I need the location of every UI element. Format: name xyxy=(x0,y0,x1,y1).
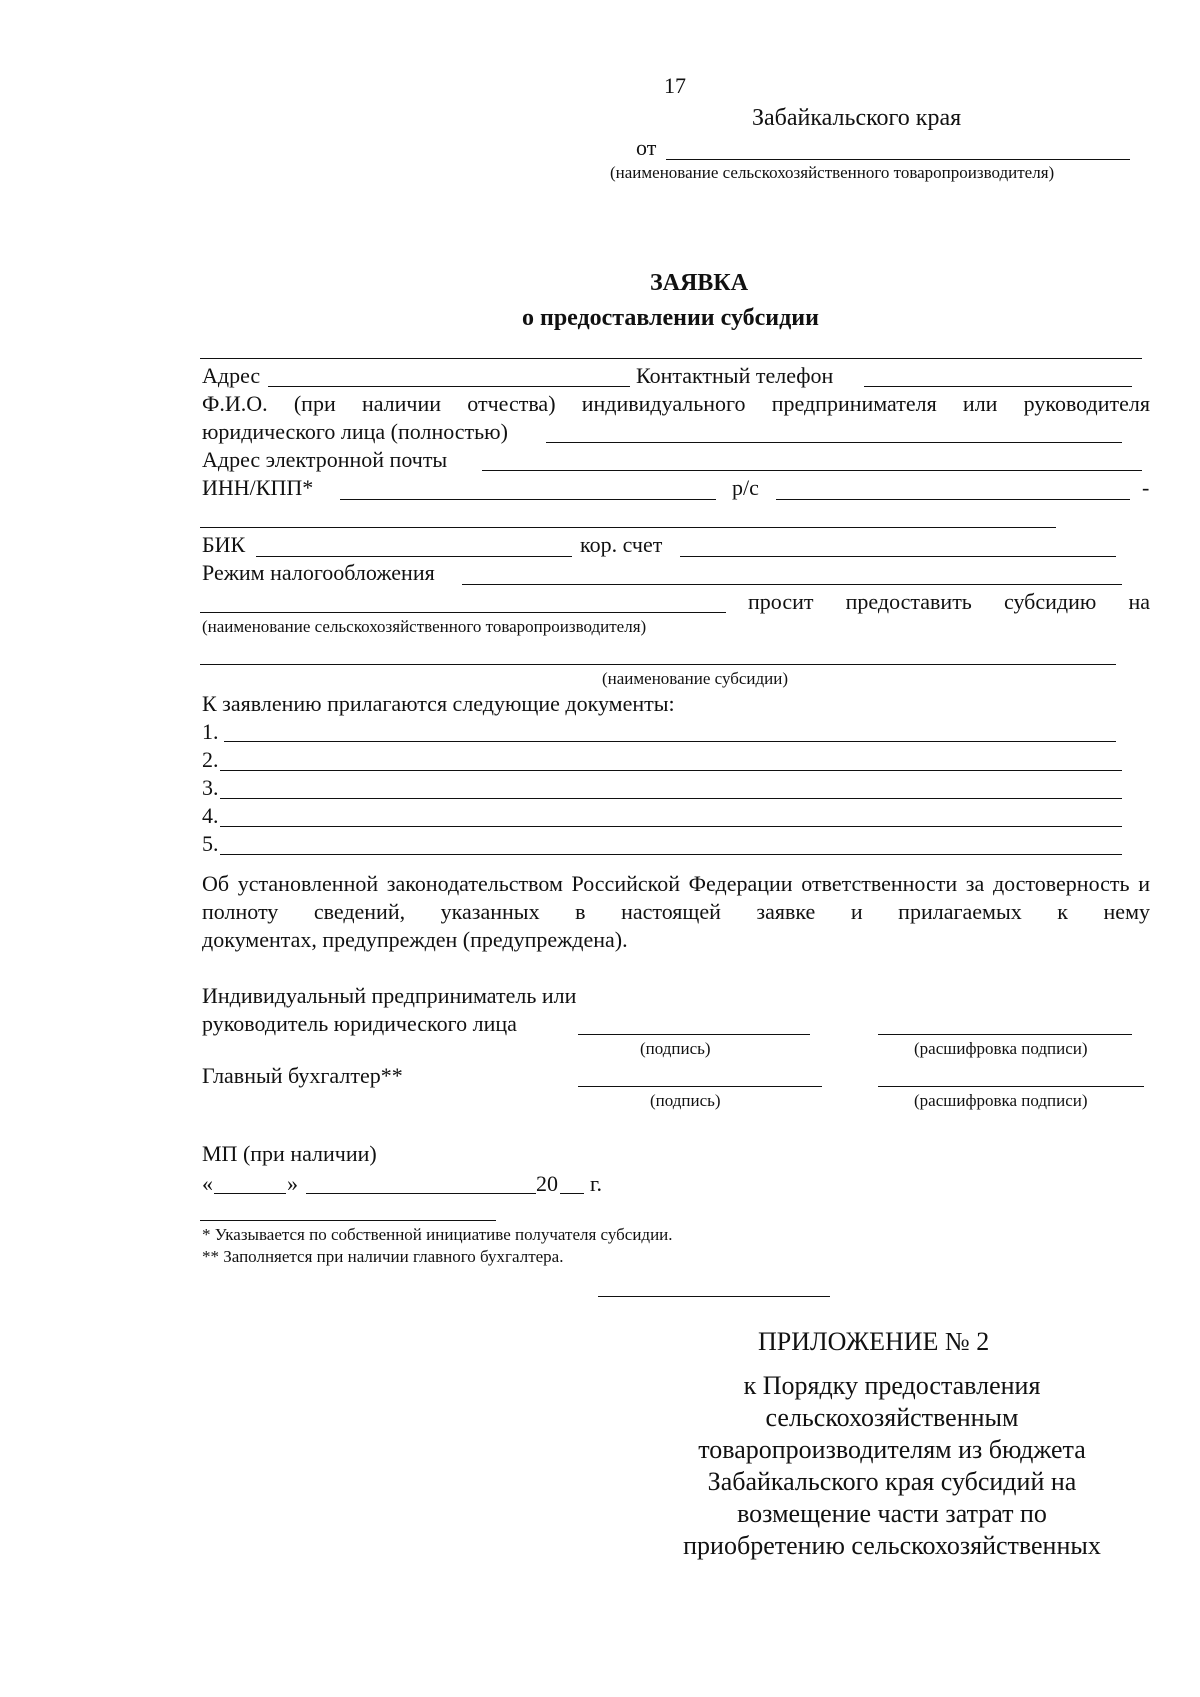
phone-label: Контактный телефон xyxy=(636,363,834,388)
appendix-title: ПРИЛОЖЕНИЕ № 2 xyxy=(758,1327,990,1356)
request-word: просит xyxy=(748,589,814,614)
fio-word: наличии xyxy=(361,391,442,416)
signer-decode-field[interactable] xyxy=(878,1034,1132,1035)
doc-field-5[interactable] xyxy=(220,854,1122,855)
fio-field[interactable] xyxy=(546,442,1122,443)
signer-signature-field[interactable] xyxy=(578,1034,810,1035)
appendix-line: Забайкальского края субсидий на xyxy=(707,1467,1077,1496)
address-label: Адрес xyxy=(202,363,261,388)
producer-caption: (наименование сельскохозяйственного товаропроизводителя) xyxy=(202,617,647,636)
corr-field[interactable] xyxy=(680,556,1116,557)
docs-intro: К заявлению прилагаются следующие документы: xyxy=(202,691,675,716)
appendix-line: сельскохозяйственным xyxy=(765,1403,1019,1432)
account-field-cont[interactable] xyxy=(200,527,1056,528)
doc-number: 5. xyxy=(202,831,219,856)
date-suffix: г. xyxy=(590,1171,603,1196)
request-word: предоставить xyxy=(845,589,972,614)
doc-title-main: ЗАЯВКА xyxy=(649,270,749,296)
request-word: на xyxy=(1128,589,1150,614)
doc-number: 3. xyxy=(202,775,219,800)
bik-field[interactable] xyxy=(256,556,572,557)
inn-label: ИНН/КПП* xyxy=(202,475,314,500)
accountant-signature-caption: (подпись) xyxy=(650,1091,721,1110)
signer-decode-caption: (расшифровка подписи) xyxy=(914,1039,1088,1058)
liability-last-line: документах, предупрежден (предупреждена). xyxy=(202,927,628,952)
appendix-line: товаропроизводителям из бюджета xyxy=(698,1435,1086,1464)
signer-label-line1: Индивидуальный предприниматель или xyxy=(202,983,577,1008)
fio-word: или xyxy=(962,391,998,416)
accountant-decode-field[interactable] xyxy=(878,1086,1144,1087)
signer-label-line2: руководитель юридического лица xyxy=(202,1011,517,1036)
header-from-label: от xyxy=(636,135,657,160)
fio-word: руководителя xyxy=(1023,391,1150,416)
footnote-1: * Указывается по собственной инициативе получателя субсидии. xyxy=(202,1225,673,1244)
title-rule xyxy=(200,358,1142,359)
header-region-line: Забайкальского края xyxy=(752,105,962,131)
signer-signature-caption: (подпись) xyxy=(640,1039,711,1058)
fio-word: отчества) xyxy=(467,391,556,416)
corr-label: кор. счет xyxy=(580,532,663,557)
doc-number: 4. xyxy=(202,803,219,828)
doc-number: 1. xyxy=(202,719,219,744)
footnote-rule xyxy=(200,1220,496,1221)
producer-field[interactable] xyxy=(200,612,726,613)
section-divider xyxy=(598,1296,830,1297)
appendix-line: приобретению сельскохозяйственных xyxy=(683,1531,1101,1560)
date-month-field[interactable] xyxy=(306,1193,536,1194)
date-year-field[interactable] xyxy=(560,1193,584,1194)
account-field[interactable] xyxy=(776,499,1130,500)
tax-field[interactable] xyxy=(462,584,1122,585)
accountant-label: Главный бухгалтер** xyxy=(202,1063,403,1088)
phone-field[interactable] xyxy=(864,386,1132,387)
accountant-signature-field[interactable] xyxy=(578,1086,822,1087)
fio-word: Ф.И.О. xyxy=(202,391,268,416)
date-day-field[interactable] xyxy=(214,1193,286,1194)
doc-field-2[interactable] xyxy=(220,770,1122,771)
fio-word: (при xyxy=(293,391,336,416)
header-from-caption: (наименование сельскохозяйственного товаропроизводителя) xyxy=(610,163,1055,182)
account-dash: - xyxy=(1142,475,1150,500)
date-open-quote: « xyxy=(202,1171,213,1196)
doc-number: 2. xyxy=(202,747,219,772)
email-label: Адрес электронной почты xyxy=(202,447,448,472)
liability-text: Об установленной законодательством Российской Федерации ответственности за достоверность и полноту сведений, указанных в настоящей заявке и прилагаемых к нему xyxy=(202,871,1150,924)
subsidy-field[interactable] xyxy=(200,664,1116,665)
subsidy-caption: (наименование субсидии) xyxy=(602,669,789,688)
fio-word: индивидуального xyxy=(581,391,746,416)
date-close-quote: » xyxy=(287,1171,298,1196)
fio-label-line2: юридического лица (полностью) xyxy=(202,419,508,444)
stamp-label: МП (при наличии) xyxy=(202,1141,377,1166)
doc-subtitle: о предоставлении субсидии xyxy=(522,305,819,331)
email-field[interactable] xyxy=(482,470,1142,471)
bik-label: БИК xyxy=(202,532,246,557)
address-field[interactable] xyxy=(268,386,630,387)
doc-field-4[interactable] xyxy=(220,826,1122,827)
header-from-field[interactable] xyxy=(666,159,1130,160)
footnote-2: ** Заполняется при наличии главного бухгалтера. xyxy=(202,1247,564,1266)
date-year-label: 20 xyxy=(536,1171,558,1196)
account-label: р/с xyxy=(732,475,759,500)
accountant-decode-caption: (расшифровка подписи) xyxy=(914,1091,1088,1110)
doc-field-1[interactable] xyxy=(224,741,1116,742)
page-number: 17 xyxy=(664,73,686,98)
fio-label-line1 xyxy=(202,390,1150,418)
fio-word: предпринимателя xyxy=(771,391,937,416)
doc-field-3[interactable] xyxy=(220,798,1122,799)
tax-label: Режим налогообложения xyxy=(202,560,435,585)
request-word: субсидию xyxy=(1003,589,1097,614)
appendix-line: возмещение части затрат по xyxy=(737,1499,1047,1528)
appendix-line: к Порядку предоставления xyxy=(743,1371,1041,1400)
request-text xyxy=(748,588,1150,616)
inn-field[interactable] xyxy=(340,499,716,500)
doc-title xyxy=(0,268,1200,298)
